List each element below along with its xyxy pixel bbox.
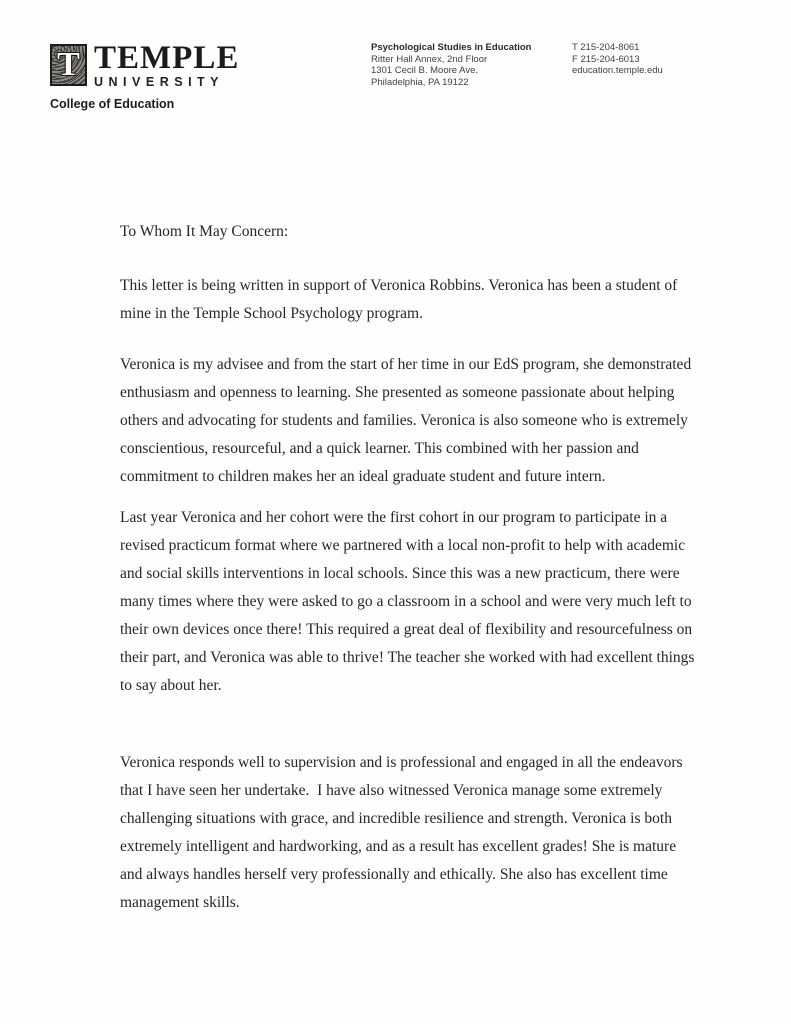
phone-number: T 215-204-8061 [572,42,640,53]
address-line-2: 1301 Cecil B. Moore Ave. [371,65,479,76]
address-line-1: Ritter Hall Annex, 2nd Floor [371,53,488,65]
letter-body [120,218,702,917]
paragraph-2: Veronica is my advisee and from the start of her time in our EdS program, she demonstrated enthusiasm and openness to learning. She presented as someone passionate about helping others and advocating for students and families. Veronica is also someone who is extremely conscientious, resourceful, and a quick learner. This combined with her passion and commitment to children makes her an ideal graduate student and future intern. [120,356,696,485]
salutation: To Whom It May Concern: [120,223,289,240]
temple-t-letter: T [57,46,80,83]
university-wordmark-sub: UNIVERSITY [94,75,225,90]
address-line-3: Philadelphia, PA 19122 [371,76,469,88]
contact-block [572,42,663,77]
letterhead [0,0,791,130]
temple-logo [50,40,240,112]
address-block [371,42,531,88]
university-wordmark: TEMPLE [94,40,240,76]
paragraph-4: Veronica responds well to supervision and is professional and engaged in all the endeavors that I have seen her undertake. I have also witnessed Veronica manage some extremely challenging situations with grace, and incredible resilience and strength. Veronica is both extremely intelligent and hardworking, and as a result has excellent grades! She is mature and always handles herself very professionally and ethically. She also has excellent time management skills. [120,754,687,911]
fax-number: F 215-204-6013 [572,53,640,65]
department-name: Psychological Studies in Education [371,42,532,53]
website-url: education.temple.edu [572,65,663,76]
temple-t-logo-icon [50,44,87,86]
paragraph-3: Last year Veronica and her cohort were the first cohort in our program to participate in a revised practicum format where we partnered with a local non-profit to help with academic and social skills interventions in local schools. Since this was a new practicum, there were many times where they were asked to go a classroom in a school and were very much left to their own devices once there! This required a great deal of flexibility and resourcefulness on their part, and Veronica was able to thrive! The teacher she worked with had excellent things to say about her. [120,509,699,694]
paragraph-1: This letter is being written in support of Veronica Robbins. Veronica has been a student of mine in the Temple School Psychology program. [120,277,682,322]
college-name: College of Education [50,97,175,112]
